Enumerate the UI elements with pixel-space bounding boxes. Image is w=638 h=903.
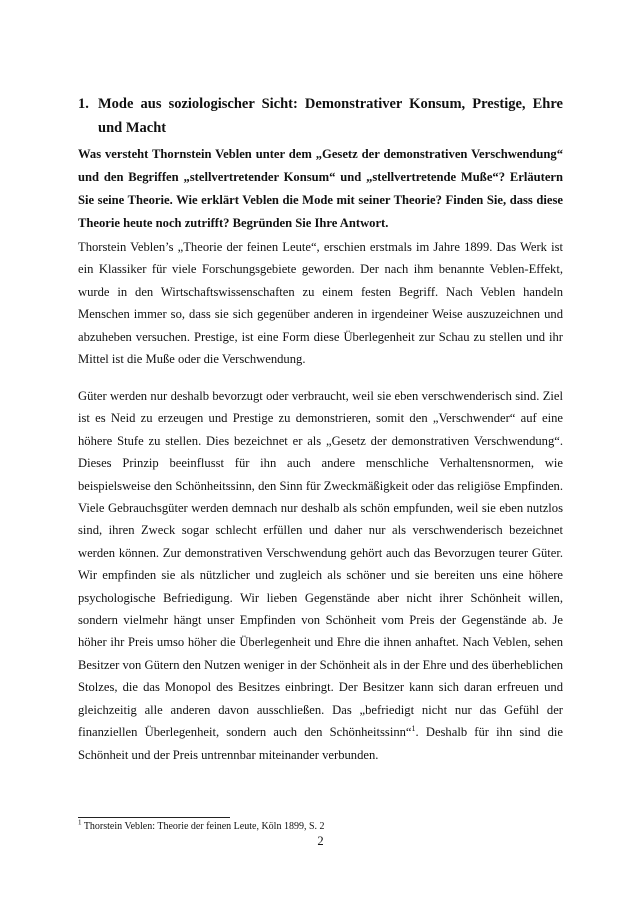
footnote bbox=[78, 818, 563, 833]
paragraph-demonstrative-waste bbox=[78, 385, 563, 766]
document-page bbox=[78, 0, 563, 903]
footnote-reference[interactable]: 1 bbox=[411, 723, 416, 733]
footnote-separator bbox=[78, 817, 230, 818]
section-number: 1. bbox=[78, 96, 89, 112]
paragraph-intro: Thorstein Veblen’s „Theorie der feinen Leute“, erschien erstmals im Jahre 1899. Das Werk ist ein Klassiker für viele Forschungsgebiete geworden. Der nach ihm benannte Veblen-Effekt, wurde in den Wirtschaftswissenschaften zu einem festen Begriff. Nach Veblen handeln Menschen immer so, dass sie sich gegenüber anderen in irgendeiner Weise auszuzeichnen und abzuheben versuchen. Prestige, ist eine Form diese Überlegenheit zur Schau zu stellen und ihr Mittel ist die Muße oder die Verschwendung. bbox=[78, 240, 563, 367]
footnote-text: Thorstein Veblen: Theorie der feinen Leute, Köln 1899, S. 2 bbox=[81, 821, 325, 832]
assignment-question: Was versteht Thornstein Veblen unter dem „Gesetz der demonstrativen Verschwendung“ und den Begriffen „stellvertretender Konsum“ und „stellvertretende Muße“? Erläutern Sie seine Theorie. Wie erklärt Veblen die Mode mit seiner Theorie? Finden Sie, dass diese Theorie heute noch zutrifft? Begründen Sie Ihre Antwort. bbox=[78, 147, 563, 230]
paragraph-body: Güter werden nur deshalb bevorzugt oder verbraucht, weil sie eben verschwenderisch sind. Ziel ist es Neid zu erzeugen und Prestige zu demonstrieren, somit den „Verschwender“ auf eine höhere Stufe zu stellen. Dies bezeichnet er als „Gesetz der demonstrativen Verschwendung“. Dieses Prinzip beeinflusst für ihn auch andere menschliche Verhaltensnormen, wie beispielsweise den Schönheitssinn, den Sinn für Zweckmäßigkeit oder das religiöse Empfinden. Viele Gebrauchsgüter werden demnach nur deshalb als schön empfunden, weil sie eben nutzlos sind, ihren Zweck sogar schlecht erfüllen und daher nur als verschwenderisch bezeichnet werden können. Zur demonstrativen Verschwendung gehört auch das Bevorzugen teurer Güter. Wir empfinden sie als nützlicher und zugleich als schöner und sie bereiten uns eine höhere psychologische Befriedigung. Wir lieben Gegenstände aber nicht ihrer Schönheit willen, sondern vielmehr hängt unser Empfinden von Schönheit vom Preis der Gegenstände ab. Je höher ihr Preis umso höher die Überlegenheit und Ehre die ihnen anhaftet. Nach Veblen, sehen Besitzer von Gütern den Nutzen weniger in der Schönheit als in der Ehre und des überheblichen Stolzes, die das Monopol des Besitzes einbringt. Der Besitzer kann sich daran erfreuen und gleichzeitig alle anderen davon ausschließen. Das „befriedigt nicht nur das Gefühl der finanziellen Überlegenheit, sondern auch den Schönheitssinn“ bbox=[78, 389, 563, 740]
page-number: 2 bbox=[317, 834, 324, 848]
footnote-mark: 1 bbox=[78, 818, 82, 827]
paragraph-ending: . Deshalb für ihn sind die Schönheit und der Preis untrennbar miteinander verbunden. bbox=[78, 725, 563, 762]
section-title: Mode aus soziologischer Sicht: Demonstrativer Konsum, Prestige, Ehre und Macht bbox=[98, 96, 563, 136]
